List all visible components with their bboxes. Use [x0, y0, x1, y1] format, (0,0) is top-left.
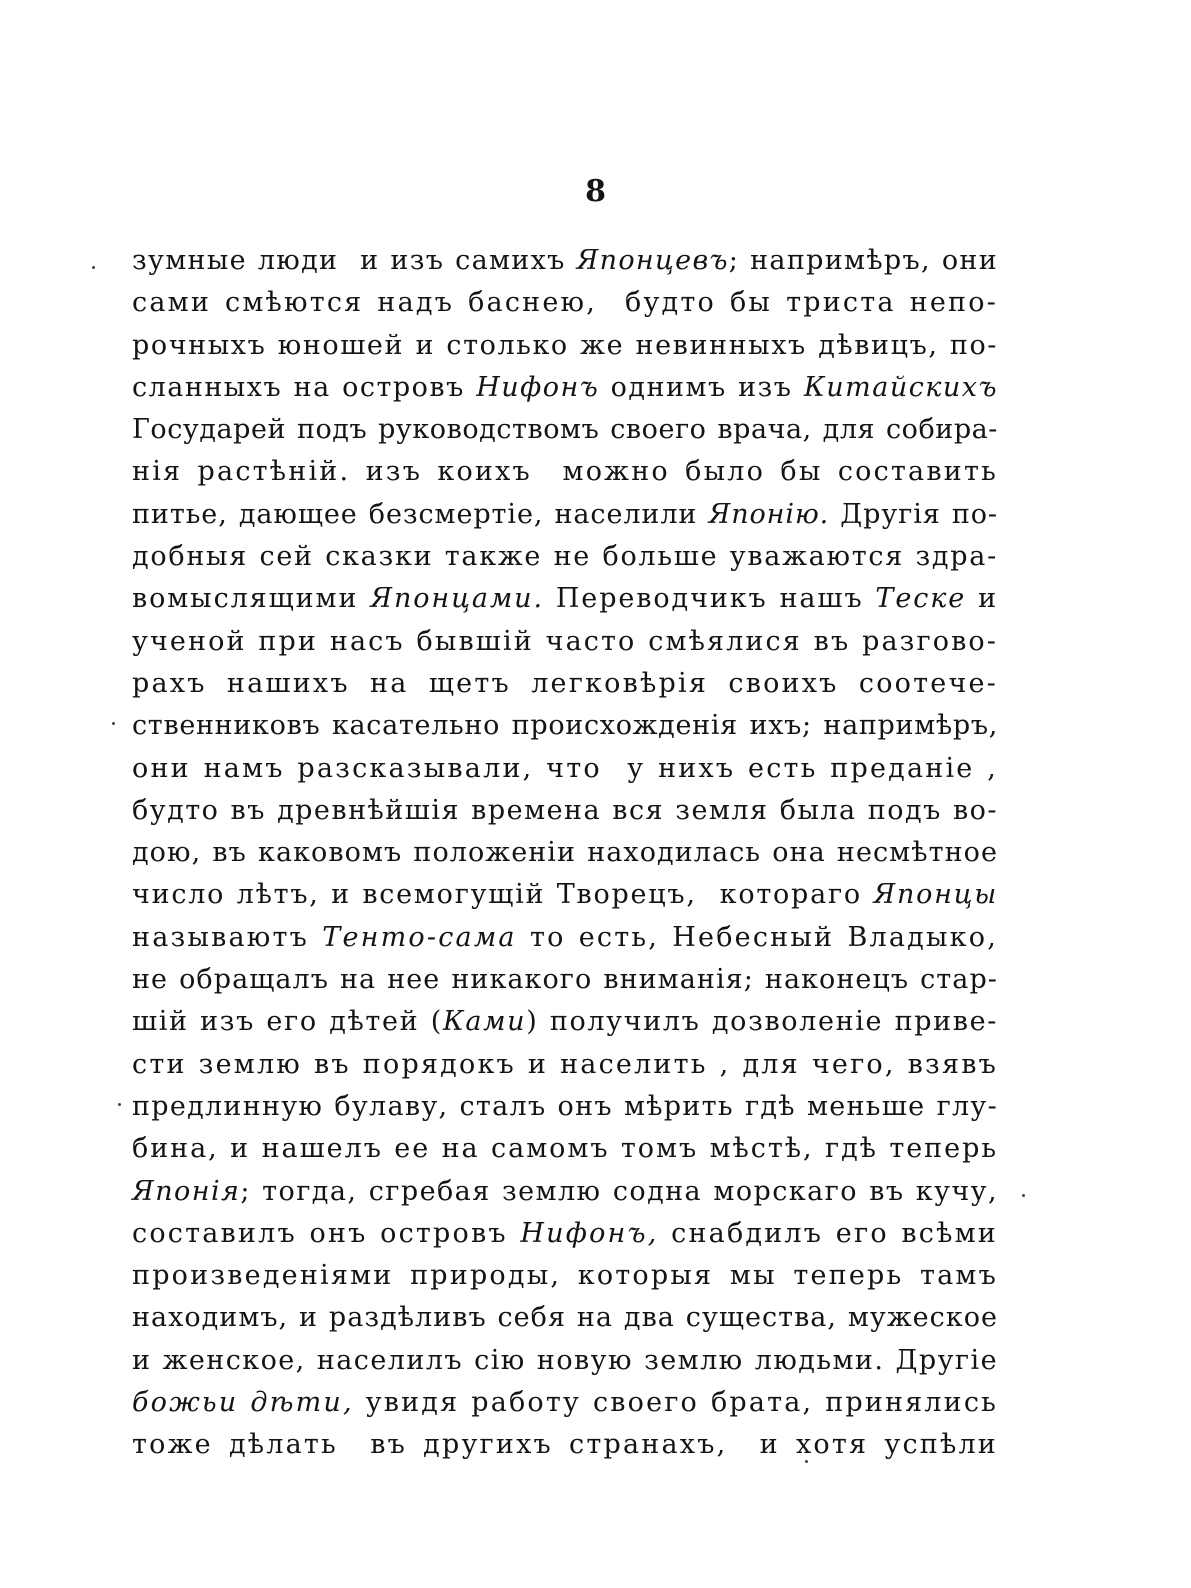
italic-text-segment: Теске — [875, 583, 967, 615]
italic-text-segment: Китайскихъ — [803, 371, 999, 403]
text-segment: и — [966, 583, 998, 615]
page-number: 8 — [585, 174, 606, 209]
text-line — [132, 1424, 998, 1466]
scan-speck — [92, 266, 95, 269]
text-segment: составилъ онъ островъ — [132, 1217, 521, 1249]
text-line — [132, 282, 998, 324]
text-segment: они намъ разсказывали, что у нихъ есть преданіе , — [132, 752, 998, 784]
text-line — [132, 325, 998, 367]
text-segment: ственниковъ касательно происхожденія ихъ; напримѣръ, — [132, 710, 998, 742]
text-segment: Другія по- — [829, 498, 998, 530]
text-line — [132, 1128, 998, 1170]
text-segment: будто въ древнѣйшія времена вся земля была подъ во- — [132, 794, 998, 826]
italic-text-segment: Японію. — [708, 498, 830, 530]
text-segment: ) получилъ дозволеніе приве- — [526, 1006, 999, 1038]
text-segment: не обращалъ на нее никакого вниманія; наконецъ стар- — [132, 964, 998, 996]
text-line — [132, 1044, 998, 1086]
text-segment: увидя работу своего брата, принялись — [353, 1387, 999, 1419]
text-line — [132, 748, 998, 790]
text-segment: сами смѣются надъ баснею, будто бы триста непо- — [132, 287, 998, 319]
text-line — [132, 1213, 998, 1255]
text-segment: питье, дающее безсмертіе, населили — [132, 498, 709, 530]
italic-text-segment: Японцевъ — [576, 245, 729, 276]
text-segment: шій изъ его дѣтей ( — [132, 1006, 443, 1038]
text-segment: однимъ изъ — [599, 371, 804, 403]
text-line — [132, 536, 998, 578]
text-line — [132, 874, 998, 916]
text-line — [132, 451, 998, 493]
text-line — [132, 917, 998, 959]
italic-text-segment: Японцы — [873, 879, 998, 911]
text-line — [132, 367, 998, 409]
text-line — [132, 621, 998, 663]
text-line — [132, 1340, 998, 1382]
text-line — [132, 240, 998, 282]
text-line — [132, 705, 998, 747]
text-segment: нія растѣній. изъ коихъ можно было бы составить — [132, 456, 998, 488]
text-segment: находимъ, и раздѣливъ себя на два существа, мужеское — [132, 1302, 998, 1334]
text-segment: тоже дѣлать въ другихъ странахъ, и хотя успѣли — [132, 1429, 998, 1461]
text-segment: ; напримѣръ, они — [728, 245, 998, 276]
text-line — [132, 790, 998, 832]
text-line — [132, 1171, 998, 1213]
text-line — [132, 663, 998, 705]
text-line — [132, 832, 998, 874]
text-segment: ; тогда, сгребая землю содна морскаго въ кучу, — [240, 1175, 998, 1207]
text-segment: рочныхъ юношей и столько же невинныхъ дѣвицъ, по- — [132, 329, 998, 361]
text-segment: Переводчикъ нашъ — [543, 583, 876, 615]
italic-text-segment: Японцами. — [370, 583, 544, 615]
italic-text-segment: Ками — [442, 1006, 527, 1038]
text-segment: снабдилъ его всѣми — [658, 1217, 999, 1249]
italic-text-segment: Тенто-сама — [322, 921, 517, 953]
text-segment: вомыслящими — [132, 583, 371, 615]
text-line — [132, 494, 998, 536]
italic-text-segment: божьи дѣти, — [132, 1387, 354, 1419]
text-segment: рахъ нашихъ на щетъ легковѣрія своихъ соотече- — [132, 667, 998, 699]
scan-speck — [118, 1103, 121, 1106]
text-line — [132, 1297, 998, 1339]
text-segment: добныя сей сказки также не больше уважаются здра- — [132, 541, 998, 573]
text-segment: предлинную булаву, сталъ онъ мѣрить гдѣ меньше глу- — [132, 1090, 998, 1122]
text-segment: то есть, Небесный Владыко, — [516, 921, 998, 953]
italic-text-segment: Нифонъ — [476, 371, 600, 403]
text-line — [132, 1255, 998, 1297]
text-segment: бина, и нашелъ ее на самомъ томъ мѣстѣ, гдѣ теперь — [132, 1133, 998, 1165]
text-segment: и женское, населилъ сію новую землю людьми. Другіе — [132, 1344, 998, 1376]
scan-speck — [805, 1460, 808, 1463]
text-line — [132, 1382, 998, 1424]
italic-text-segment: Японія — [132, 1175, 241, 1207]
text-line — [132, 578, 998, 620]
text-segment: сланныхъ на островъ — [132, 371, 477, 403]
text-line — [132, 1086, 998, 1128]
scan-speck — [112, 722, 115, 725]
text-line — [132, 409, 998, 451]
text-line — [132, 1001, 998, 1043]
body-text — [132, 240, 998, 1467]
text-segment: ученой при насъ бывшій часто смѣялися въ разгово- — [132, 625, 998, 657]
text-segment: Государей подъ руководствомъ своего врача, для собира- — [132, 414, 998, 446]
text-segment: называютъ — [132, 921, 323, 953]
text-line — [132, 959, 998, 1001]
text-segment: произведеніями природы, которыя мы теперь тамъ — [132, 1260, 998, 1292]
text-segment: зумные люди и изъ самихъ — [132, 245, 577, 276]
text-segment: дою, въ каковомъ положеніи находилась она несмѣтное — [132, 837, 998, 869]
italic-text-segment: Нифонъ, — [520, 1217, 659, 1249]
scan-speck — [1022, 1194, 1025, 1197]
text-segment: число лѣтъ, и всемогущій Творецъ, котораго — [132, 879, 874, 911]
text-segment: сти землю въ порядокъ и населить , для чего, взявъ — [132, 1048, 998, 1080]
